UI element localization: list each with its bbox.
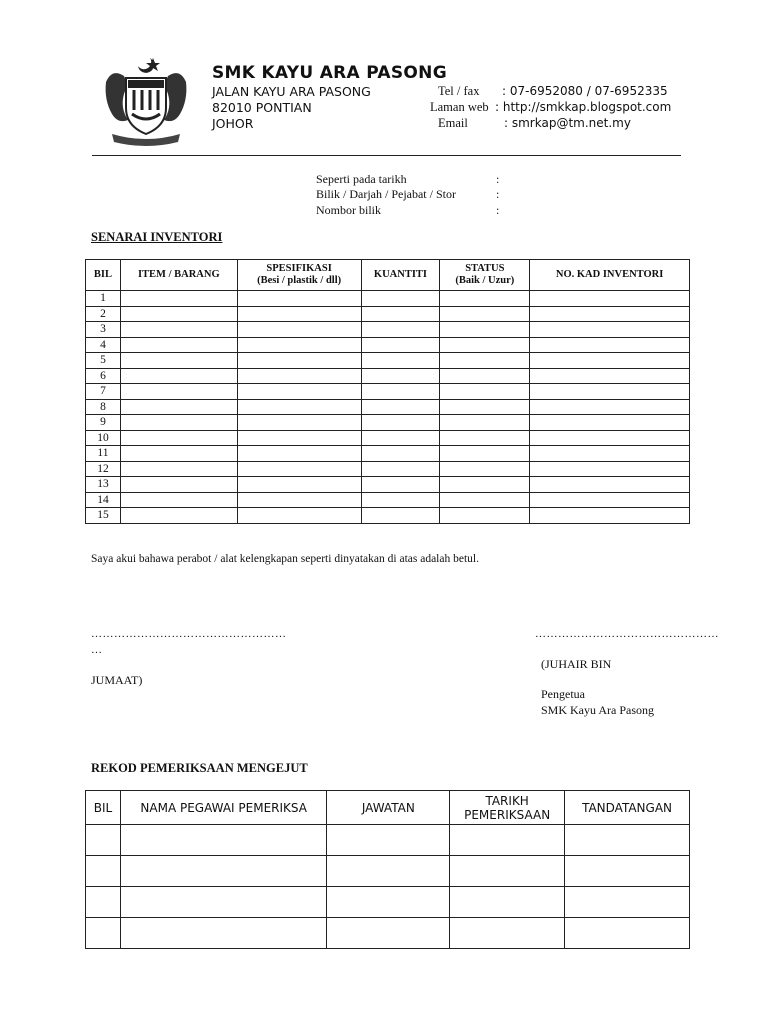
table-cell[interactable] [120, 291, 237, 307]
right-signatory-name: (JUHAIR BIN [541, 657, 612, 671]
table-row [86, 477, 690, 493]
row-number: 7 [86, 384, 121, 400]
table-cell[interactable] [120, 825, 327, 856]
col-header-tandatangan: TANDATANGAN [565, 791, 690, 825]
row-number: 10 [86, 430, 121, 446]
table-cell[interactable] [361, 306, 440, 322]
table-cell[interactable] [327, 918, 450, 949]
table-cell[interactable] [120, 399, 237, 415]
col-header-no-kad: NO. KAD INVENTORI [530, 260, 690, 291]
table-cell[interactable] [530, 368, 690, 384]
table-cell[interactable] [120, 353, 237, 369]
table-cell[interactable] [361, 291, 440, 307]
table-cell[interactable] [530, 446, 690, 462]
address-line-3: JOHOR [212, 116, 254, 131]
col-header-kuantiti: KUANTITI [361, 260, 440, 291]
meta-date-label: Seperti pada tarikh [316, 172, 407, 186]
table-cell[interactable] [530, 508, 690, 524]
table-cell[interactable] [120, 918, 327, 949]
table-cell[interactable] [237, 306, 361, 322]
table-cell[interactable] [120, 477, 237, 493]
table-cell[interactable] [440, 306, 530, 322]
table-cell[interactable] [361, 322, 440, 338]
table-row [86, 492, 690, 508]
table-cell[interactable] [440, 508, 530, 524]
table-cell[interactable] [237, 353, 361, 369]
table-cell[interactable] [565, 887, 690, 918]
row-number: 9 [86, 415, 121, 431]
rekod-header-row [86, 791, 690, 825]
row-number: 14 [86, 492, 121, 508]
header-divider [92, 155, 681, 156]
table-cell[interactable] [237, 322, 361, 338]
table-cell[interactable] [440, 368, 530, 384]
meta-room-type-colon: : [496, 187, 500, 201]
table-cell[interactable] [530, 430, 690, 446]
table-cell[interactable] [120, 887, 327, 918]
row-number: 11 [86, 446, 121, 462]
meta-room-number-label: Nombor bilik [316, 203, 381, 217]
table-cell[interactable] [237, 368, 361, 384]
table-cell[interactable] [361, 461, 440, 477]
col-header-bil: BIL [86, 260, 121, 291]
table-cell[interactable] [120, 430, 237, 446]
email-label: Email [438, 116, 468, 130]
table-row [86, 856, 690, 887]
table-row [86, 399, 690, 415]
tel-fax-value: : 07-6952080 / 07-6952335 [502, 84, 668, 98]
table-cell[interactable] [440, 430, 530, 446]
left-signatory-name: JUMAAT) [91, 673, 143, 687]
table-cell[interactable] [120, 306, 237, 322]
table-cell[interactable] [237, 461, 361, 477]
row-number: 4 [86, 337, 121, 353]
table-row [86, 368, 690, 384]
meta-room-number-colon: : [496, 203, 500, 217]
row-number: 2 [86, 306, 121, 322]
table-cell[interactable] [120, 492, 237, 508]
left-signature-line: …………………………………………… [91, 628, 287, 640]
col-header-bil: BIL [86, 791, 121, 825]
table-cell[interactable] [361, 384, 440, 400]
table-cell[interactable] [530, 384, 690, 400]
table-row [86, 384, 690, 400]
table-cell[interactable] [120, 368, 237, 384]
table-cell[interactable] [327, 825, 450, 856]
table-cell[interactable] [86, 887, 121, 918]
table-cell[interactable] [237, 291, 361, 307]
table-cell[interactable] [565, 918, 690, 949]
row-number: 6 [86, 368, 121, 384]
table-cell[interactable] [361, 368, 440, 384]
table-cell[interactable] [450, 856, 565, 887]
table-row [86, 918, 690, 949]
table-cell[interactable] [120, 446, 237, 462]
row-number: 5 [86, 353, 121, 369]
table-cell[interactable] [237, 508, 361, 524]
right-signatory-title: Pengetua [541, 687, 585, 701]
table-cell[interactable] [530, 477, 690, 493]
table-cell[interactable] [530, 399, 690, 415]
inspection-record-table [85, 790, 690, 949]
table-cell[interactable] [440, 337, 530, 353]
table-cell[interactable] [440, 477, 530, 493]
table-cell[interactable] [361, 446, 440, 462]
table-row [86, 508, 690, 524]
table-cell[interactable] [361, 492, 440, 508]
table-cell[interactable] [530, 337, 690, 353]
meta-room-type-label: Bilik / Darjah / Pejabat / Stor [316, 187, 456, 201]
table-cell[interactable] [120, 322, 237, 338]
row-number: 12 [86, 461, 121, 477]
table-cell[interactable] [530, 415, 690, 431]
table-cell[interactable] [120, 384, 237, 400]
table-cell[interactable] [120, 461, 237, 477]
address-line-2: 82010 PONTIAN [212, 100, 312, 115]
col-header-jawatan: JAWATAN [327, 791, 450, 825]
table-cell[interactable] [327, 887, 450, 918]
table-cell[interactable] [530, 353, 690, 369]
table-row [86, 291, 690, 307]
col-header-spesifikasi: SPESIFIKASI (Besi / plastik / dll) [237, 260, 361, 291]
table-row [86, 446, 690, 462]
row-number: 1 [86, 291, 121, 307]
table-row [86, 430, 690, 446]
table-cell[interactable] [450, 918, 565, 949]
table-cell[interactable] [440, 399, 530, 415]
table-cell[interactable] [361, 430, 440, 446]
table-cell[interactable] [565, 856, 690, 887]
table-cell[interactable] [237, 384, 361, 400]
row-number: 8 [86, 399, 121, 415]
inventory-header-row [86, 260, 690, 291]
tel-fax-label: Tel / fax [438, 84, 480, 98]
table-cell[interactable] [440, 384, 530, 400]
table-cell[interactable] [86, 856, 121, 887]
table-row [86, 337, 690, 353]
table-row [86, 306, 690, 322]
table-row [86, 415, 690, 431]
row-number: 3 [86, 322, 121, 338]
table-cell[interactable] [530, 492, 690, 508]
meta-date-colon: : [496, 172, 500, 186]
table-cell[interactable] [361, 353, 440, 369]
rekod-heading: REKOD PEMERIKSAAN MENGEJUT [91, 761, 308, 775]
table-cell[interactable] [440, 461, 530, 477]
table-cell[interactable] [86, 825, 121, 856]
inventory-heading: SENARAI INVENTORI [91, 230, 223, 244]
table-cell[interactable] [450, 825, 565, 856]
table-cell[interactable] [120, 337, 237, 353]
table-cell[interactable] [361, 477, 440, 493]
table-cell[interactable] [530, 322, 690, 338]
table-row [86, 461, 690, 477]
table-cell[interactable] [440, 446, 530, 462]
col-header-nama-pegawai: NAMA PEGAWAI PEMERIKSA [120, 791, 327, 825]
table-cell[interactable] [530, 291, 690, 307]
table-cell[interactable] [120, 856, 327, 887]
inventory-table [85, 259, 690, 524]
table-cell[interactable] [440, 353, 530, 369]
table-cell[interactable] [440, 415, 530, 431]
table-cell[interactable] [237, 446, 361, 462]
col-header-item: ITEM / BARANG [120, 260, 237, 291]
table-cell[interactable] [450, 887, 565, 918]
website-label: Laman web [430, 100, 489, 114]
table-row [86, 825, 690, 856]
col-header-status: STATUS (Baik / Uzur) [440, 260, 530, 291]
row-number: 15 [86, 508, 121, 524]
table-cell[interactable] [361, 399, 440, 415]
website-value: : http://smkkap.blogspot.com [495, 100, 672, 114]
table-cell[interactable] [237, 477, 361, 493]
table-cell[interactable] [120, 415, 237, 431]
table-cell[interactable] [120, 508, 237, 524]
left-signature-line-cont: … [91, 644, 103, 656]
table-cell[interactable] [327, 856, 450, 887]
table-cell[interactable] [440, 322, 530, 338]
declaration-text: Saya akui bahawa perabot / alat kelengkapan seperti dinyatakan di atas adalah betul. [91, 553, 479, 565]
table-cell[interactable] [237, 430, 361, 446]
table-row [86, 353, 690, 369]
col-header-tarikh: TARIKH PEMERIKSAAN [450, 791, 565, 825]
table-cell[interactable] [86, 918, 121, 949]
school-name: SMK KAYU ARA PASONG [212, 63, 447, 83]
table-cell[interactable] [530, 461, 690, 477]
table-cell[interactable] [361, 508, 440, 524]
table-cell[interactable] [237, 337, 361, 353]
table-cell[interactable] [361, 415, 440, 431]
email-value: : smrkap@tm.net.my [504, 116, 631, 130]
table-cell[interactable] [237, 399, 361, 415]
table-cell[interactable] [440, 492, 530, 508]
address-line-1: JALAN KAYU ARA PASONG [212, 84, 371, 99]
table-row [86, 322, 690, 338]
table-cell[interactable] [565, 825, 690, 856]
table-cell[interactable] [361, 337, 440, 353]
right-signature-line: ………………………………………… [535, 628, 719, 640]
right-signatory-school: SMK Kayu Ara Pasong [541, 703, 654, 717]
row-number: 13 [86, 477, 121, 493]
table-row [86, 887, 690, 918]
table-cell[interactable] [440, 291, 530, 307]
school-crest-logo [98, 52, 194, 148]
table-cell[interactable] [237, 492, 361, 508]
table-cell[interactable] [237, 415, 361, 431]
table-cell[interactable] [530, 306, 690, 322]
